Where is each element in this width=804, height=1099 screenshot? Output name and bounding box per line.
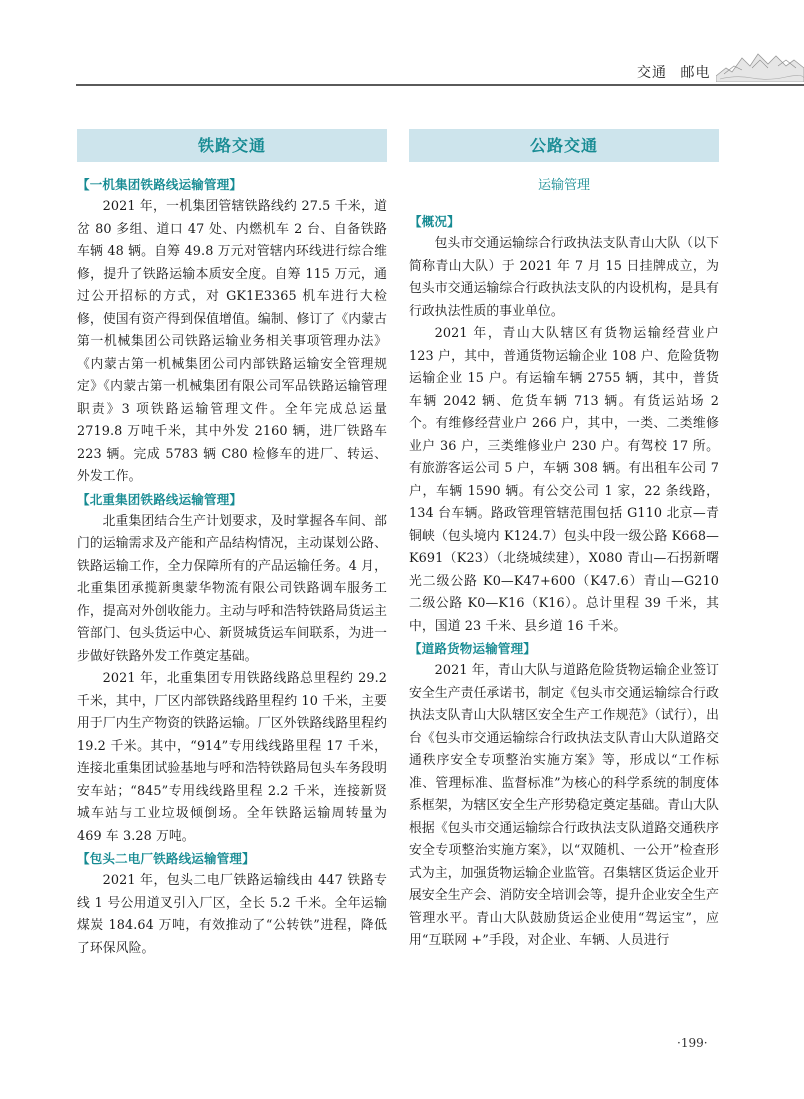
mountain-ornament-icon [716, 46, 804, 82]
running-header [0, 0, 804, 100]
paragraph: 2021 年，青山大队与道路危险货物运输企业签订安全生产责任承诺书，制定《包头市交通运输综合行政执法支队青山大队辖区安全生产工作规范》（试行），出台《包头市交通运输综合行政执法支队青山大队道路交通秩序安全专项整治实施方案》等，形成以“工作标准、管理标准、监督标准”为核心的科学系统的制度体系框架，为辖区安全生产形势稳定奠定基础。青山大队根据《包头市交通运输综合行政执法支队道路交通秩序安全专项整治实施方案》，以“双随机、一公开”检查形式为主，加强货物运输企业监管。召集辖区货运企业开展安全生产会、消防安全培训会等，提升企业安全生产管理水平。青山大队鼓励货运企业使用“驾运宝”，应用“互联网 +”手段，对企业、车辆、人员进行 [409, 663, 719, 948]
paragraph: 包头市交通运输综合行政执法支队青山大队（以下简称青山大队）于 2021 年 7 月 15 日挂牌成立，为包头市交通运输综合行政执法支队的内设机构，是具有行政执法性质的事业单位。 [409, 236, 719, 319]
page-number: ·199· [677, 1036, 708, 1050]
subheading: 【道路货物运输管理】 [409, 641, 537, 656]
header-section: 交通 [637, 65, 667, 81]
section-header-railway: 铁路交通 [77, 129, 387, 162]
paragraph: 2021 年，一机集团管辖铁路线约 27.5 千米，道岔 80 多组、道口 47 处、内燃机车 2 台、自备铁路车辆 48 辆。自筹 49.8 万元对管辖内环线进行综合维修，提升了铁路运输本质安全度。自筹 115 万元，通过公开招标的方式，对 GK1E3365 机车进行大检修，使国有资产得到保值增值。编制、修订了《内蒙古第一机械集团公司铁路运输业务相关事项管理办法》《内蒙古第一机械集团公司内部铁路运输安全管理规定》《内蒙古第一机械集团有限公司军品铁路运输管理职责》3 项铁路运输管理文件。全年完成总运量 2719.8 万吨千米，其中外发 2160 辆，进厂铁路车 223 辆。完成 5783 辆 C80 检修车的进厂、转运、外发工作。 [77, 199, 387, 484]
subheading: 【包头二电厂铁路线运输管理】 [77, 851, 255, 866]
header-title [637, 62, 718, 82]
paragraph: 2021 年，包头二电厂铁路运输线由 447 铁路专线 1 号公用道叉引入厂区，全长 5.2 千米。全年运输煤炭 184.64 万吨，有效推动了“公转铁”进程，降低了环保风险。 [77, 873, 387, 956]
header-subsection: 邮电 [680, 65, 711, 81]
paragraph: 2021 年，青山大队辖区有货物运输经营业户 123 户，其中，普通货物运输企业 108 户、危险货物运输企业 15 户。有运输车辆 2755 辆，其中，普货车辆 2042 辆、危货车辆 713 辆。有货运站场 2 个。有维修经营业户 266 户，其中，一类、二类维修业户 36 户，三类维修业户 230 户。有驾校 17 所。有旅游客运公司 5 户，车辆 308 辆。有出租车公司 7 户，车辆 1590 辆。有公交公司 1 家，22 条线路，134 台车辆。路政管理管辖范围包括 G110 北京—青铜峡（包头境内 K124.7）包头中段一级公路 K668—K691（K23）（北绕城续建），X080 青山—石拐新曙光二级公路 K0—K47+600（K47.6）青山—G210 二级公路 K0—K16（K16）。总计里程 39 千米，其中，国道 23 千米、县乡道 16 千米。 [409, 326, 719, 634]
paragraph: 2021 年，北重集团专用铁路线路总里程约 29.2 千米，其中，厂区内部铁路线路里程约 10 千米，主要用于厂内生产物资的铁路运输。厂区外铁路线路里程约 19.2 千米。其中，“914”专用线线路里程 17 千米，连接北重集团试验基地与呼和浩特铁路局包头车务段明安车站；“845”专用线线路里程 2.2 千米，连接新贤城车站与工业垃圾倾倒场。全年铁路运输周转量为 469 车 3.28 万吨。 [77, 671, 387, 844]
header-rule [76, 84, 804, 86]
paragraph: 北重集团结合生产计划要求，及时掌握各车间、部门的运输需求及产能和产品结构情况，主动谋划公路、铁路运输工作，全力保障所有的产品运输任务。4 月，北重集团承揽新奥蒙华物流有限公司铁路调车服务工作，提高对外创收能力。主动与呼和浩特铁路局货运主管部门、包头货运中心、新贤城货运车间联系，为进一步做好铁路外发工作奠定基础。 [77, 513, 387, 664]
section-subtitle: 运输管理 [537, 178, 590, 193]
right-column [409, 129, 719, 953]
subheading: 【北重集团铁路线运输管理】 [77, 491, 243, 507]
subheading: 【一机集团铁路线运输管理】 [77, 177, 243, 192]
left-column [77, 129, 387, 960]
subheading: 【概况】 [409, 214, 460, 229]
section-header-highway: 公路交通 [409, 129, 719, 162]
